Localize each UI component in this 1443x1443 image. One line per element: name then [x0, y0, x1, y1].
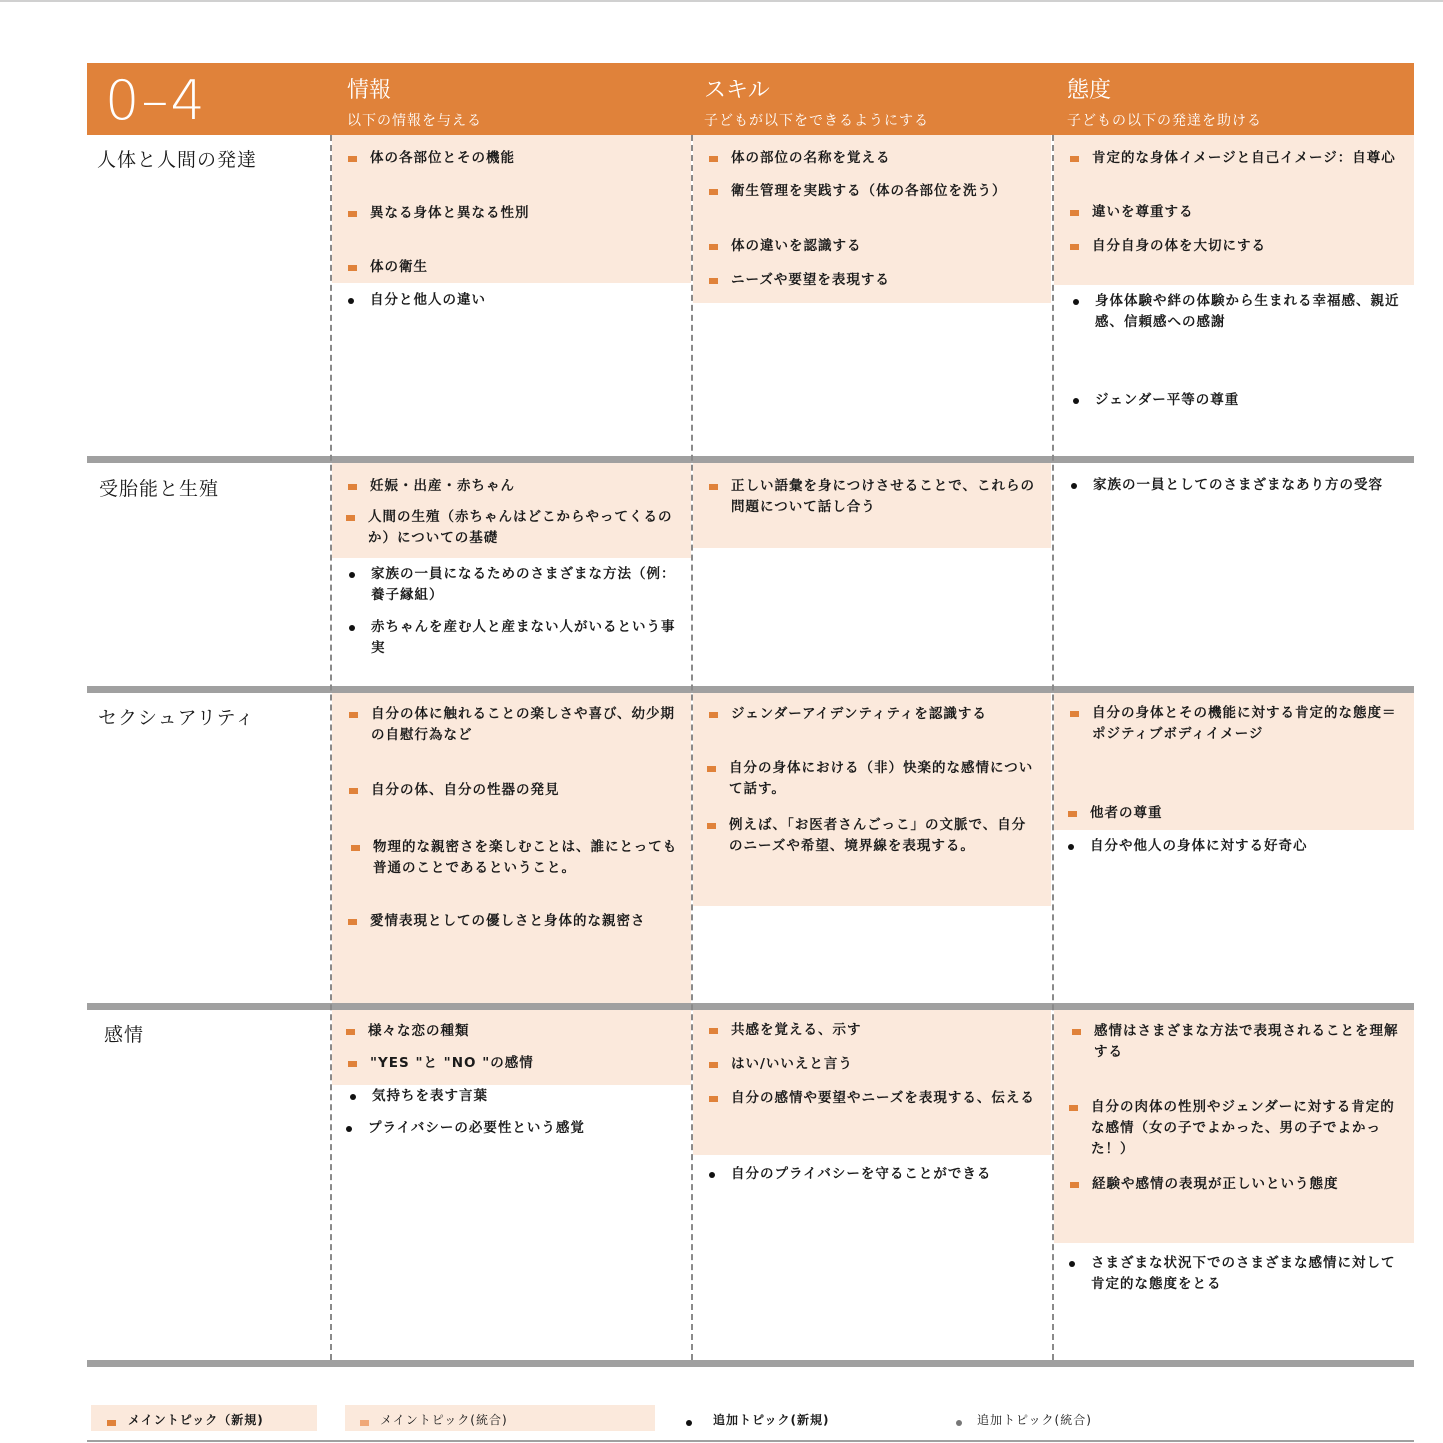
table-header: [87, 63, 1414, 135]
main-topic-marker: [1070, 1182, 1079, 1188]
column-divider: [1052, 135, 1054, 1360]
list-item: 気持ちを表す言葉: [372, 1086, 682, 1107]
main-topic-marker: [107, 1420, 116, 1426]
list-item: 自分の身体における（非）快楽的な感情について話す。: [729, 758, 1034, 800]
list-item: 物理的な親密さを楽しむことは、誰にとっても普通のことであるということ。: [373, 837, 683, 879]
legend-additional-integrated: [954, 1405, 1154, 1431]
list-item: 様々な恋の種類: [368, 1021, 678, 1042]
age-range-title: 0–4: [105, 69, 207, 132]
list-item: 自分のプライバシーを守ることができる: [731, 1164, 1036, 1185]
list-item: ジェンダーアイデンティティを認識する: [731, 704, 1036, 725]
additional-topic-marker: [350, 1094, 356, 1100]
main-topic-marker: [348, 265, 357, 271]
list-item: 肯定的な身体イメージと自己イメージ：自尊心: [1092, 148, 1397, 169]
legend-main-integrated: [345, 1405, 655, 1431]
main-topic-marker: [1070, 210, 1079, 216]
main-topic-marker: [709, 712, 718, 718]
row-separator: [87, 1360, 1414, 1367]
additional-topic-marker: [1073, 299, 1079, 305]
additional-topic-marker: [1071, 483, 1077, 489]
list-item: 衛生管理を実践する（体の各部位を洗う）: [731, 181, 1036, 202]
main-topic-marker: [707, 766, 716, 772]
list-item: "YES "と "NO "の感情: [370, 1053, 680, 1074]
additional-topic-marker: [1068, 844, 1074, 850]
main-topic-marker: [709, 1096, 718, 1102]
main-topic-marker: [360, 1420, 369, 1426]
main-topic-marker: [709, 189, 718, 195]
main-topic-marker: [709, 244, 718, 250]
additional-topic-marker: [1073, 398, 1079, 404]
additional-topic-marker: [349, 625, 355, 631]
header-skills-title: スキル: [704, 78, 770, 103]
row-label-body-development: 人体と人間の発達: [97, 149, 258, 171]
header-attitudes-title: 態度: [1067, 78, 1112, 103]
list-item: 体の違いを認識する: [731, 236, 1036, 257]
main-topic-marker: [348, 156, 357, 162]
list-item: 赤ちゃんを産む人と産まない人がいるという事実: [371, 617, 681, 659]
legend-main-new: [91, 1405, 317, 1431]
additional-topic-marker: [709, 1172, 715, 1178]
list-item: 愛情表現としての優しさと身体的な親密さ: [370, 911, 680, 932]
list-item: 自分の体、自分の性器の発見: [371, 780, 681, 801]
main-topic-marker: [348, 919, 357, 925]
main-topic-marker: [709, 278, 718, 284]
list-item: 例えば、「お医者さんごっこ」の文脈で、自分のニーズや希望、境界線を表現する。: [729, 815, 1034, 857]
list-item: 自分自身の体を大切にする: [1092, 236, 1397, 257]
main-topic-marker: [1070, 156, 1079, 162]
list-item: 自分や他人の身体に対する好奇心: [1090, 836, 1395, 857]
list-item: はい/いいえと言う: [731, 1054, 1036, 1075]
list-item: 自分の感情や要望やニーズを表現する、伝える: [731, 1088, 1036, 1109]
header-col-info: [347, 73, 482, 130]
main-topic-marker: [346, 515, 355, 521]
additional-topic-marker: [1069, 1261, 1075, 1267]
row-separator: [87, 456, 1414, 463]
list-item: 体の衛生: [370, 257, 680, 278]
legend-label: メイントピック(統合): [380, 1413, 508, 1427]
row-separator: [87, 686, 1414, 693]
additional-topic-marker: [686, 1420, 692, 1426]
main-topic-marker: [349, 712, 358, 718]
list-item: 自分と他人の違い: [370, 290, 680, 311]
row-separator: [87, 1003, 1414, 1010]
main-topic-marker: [709, 1062, 718, 1068]
list-item: 感情はさまざまな方法で表現されることを理解する: [1094, 1021, 1399, 1063]
main-topic-marker: [1068, 811, 1077, 817]
legend-label: メイントピック（新規): [128, 1413, 264, 1427]
list-item: 自分の身体とその機能に対する肯定的な態度＝ポジティブボディイメージ: [1092, 703, 1397, 745]
main-topic-marker: [348, 1061, 357, 1067]
row-label-emotions: 感情: [104, 1024, 145, 1046]
main-topic-marker: [1072, 1029, 1081, 1035]
list-item: 人間の生殖（赤ちゃんはどこからやってくるのか）についての基礎: [368, 507, 678, 549]
list-item: 他者の尊重: [1090, 803, 1395, 824]
list-item: さまざまな状況下でのさまざまな感情に対して肯定的な態度をとる: [1091, 1253, 1396, 1295]
additional-topic-marker: [956, 1420, 962, 1426]
main-topic-marker: [349, 788, 358, 794]
list-item: 体の部位の名称を覚える: [731, 148, 1036, 169]
list-item: 異なる身体と異なる性別: [370, 203, 680, 224]
main-topic-marker: [709, 1028, 718, 1034]
main-topic-marker: [709, 484, 718, 490]
main-topic-marker: [1069, 1105, 1078, 1111]
list-item: 共感を覚える、示す: [731, 1020, 1036, 1041]
list-item: 家族の一員になるためのさまざまな方法（例：養子縁組）: [371, 564, 681, 606]
header-info-subtitle: 以下の情報を与える: [347, 113, 482, 129]
list-item: ニーズや要望を表現する: [731, 270, 1036, 291]
header-info-title: 情報: [347, 78, 392, 103]
list-item: 正しい語彙を身につけさせることで、これらの問題について話し合う: [731, 476, 1036, 518]
legend-label: 追加トピック(統合): [977, 1413, 1092, 1427]
header-col-skills: [704, 73, 929, 130]
main-topic-marker: [348, 211, 357, 217]
additional-topic-marker: [348, 298, 354, 304]
list-item: 家族の一員としてのさまざまなあり方の受容: [1093, 475, 1398, 496]
list-item: 違いを尊重する: [1092, 202, 1397, 223]
list-item: 自分の肉体の性別やジェンダーに対する肯定的な感情（女の子でよかった、男の子でよかった！）: [1091, 1097, 1396, 1160]
header-col-attitudes: [1067, 73, 1262, 130]
header-attitudes-subtitle: 子どもの以下の発達を助ける: [1067, 113, 1262, 129]
header-skills-subtitle: 子どもが以下をできるようにする: [704, 113, 929, 129]
main-topic-marker: [1070, 711, 1079, 717]
legend-additional-new: [684, 1405, 884, 1431]
list-item: 自分の体に触れることの楽しさや喜び、幼少期の自慰行為など: [371, 704, 681, 746]
additional-topic-marker: [346, 1126, 352, 1132]
row-label-sexuality: セクシュアリティ: [98, 707, 255, 729]
list-item: 身体体験や絆の体験から生まれる幸福感、親近感、信頼感への感謝: [1095, 291, 1400, 333]
main-topic-marker: [351, 845, 360, 851]
main-topic-marker: [346, 1029, 355, 1035]
column-divider: [330, 135, 332, 1360]
legend-label: 追加トピック(新規): [713, 1413, 830, 1427]
list-item: 妊娠・出産・赤ちゃん: [370, 476, 680, 497]
list-item: 体の各部位とその機能: [370, 148, 680, 169]
main-topic-marker: [707, 823, 716, 829]
row-label-fertility-reproduction: 受胎能と生殖: [99, 478, 220, 500]
column-divider: [691, 135, 693, 1360]
main-topic-marker: [348, 484, 357, 490]
list-item: 経験や感情の表現が正しいという態度: [1092, 1174, 1412, 1195]
additional-topic-marker: [349, 572, 355, 578]
bottom-border: [87, 1440, 1414, 1442]
main-topic-marker: [1070, 244, 1079, 250]
top-border: [0, 0, 1443, 2]
list-item: ジェンダー平等の尊重: [1095, 390, 1400, 411]
list-item: プライバシーの必要性という感覚: [368, 1118, 678, 1139]
main-topic-marker: [709, 156, 718, 162]
